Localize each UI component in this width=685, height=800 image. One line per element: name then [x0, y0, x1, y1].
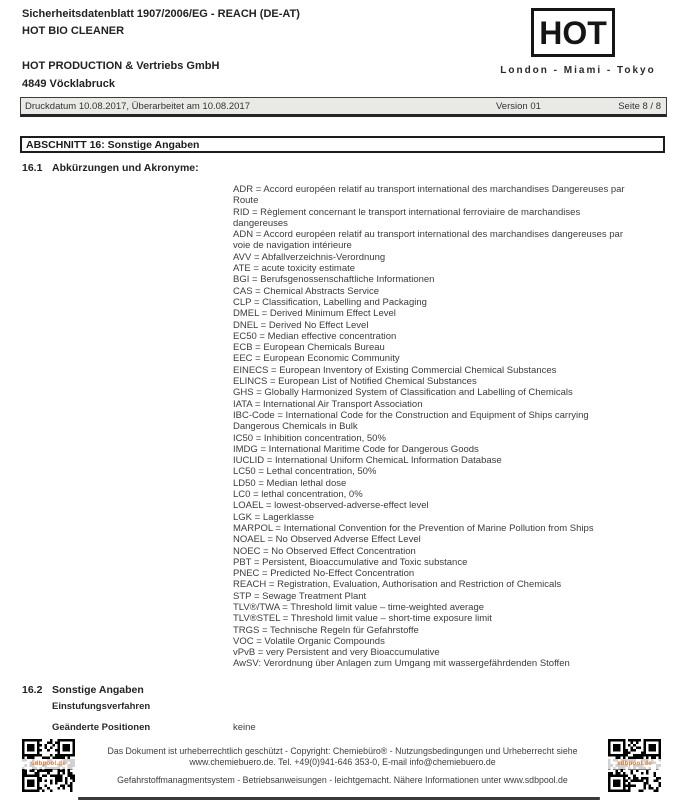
subsection-16-2-number: 16.2 — [22, 684, 43, 696]
abbr-line: IMDG = International Maritime Code for Dangerous Goods — [233, 443, 479, 455]
abbr-line: dangereuses — [233, 217, 288, 229]
abbr-line: STP = Sewage Treatment Plant — [233, 590, 367, 602]
changed-positions-label: Geänderte Positionen — [52, 722, 151, 733]
abbr-line: AVV = Abfallverzeichnis-Verordnung — [233, 251, 386, 263]
qr-code-left — [22, 739, 75, 792]
abbr-line: PBT = Persistent, Bioaccumulative and Toxic substance — [233, 556, 468, 568]
abbr-line: vPvB = very Persistent and very Bioaccumulative — [233, 647, 440, 659]
abbr-line: TRGS = Technische Regeln für Gefahrstoffe — [233, 624, 419, 636]
abbr-line: PNEC = Predicted No-Effect Concentration — [233, 568, 415, 580]
abbr-line: EEC = European Economic Community — [233, 353, 400, 365]
abbr-line: ADR = Accord européen relatif au transport international des marchandises Dangereuses par — [233, 184, 625, 195]
abbr-line: TLV®STEL = Threshold limit value – short-time exposure limit — [233, 613, 492, 625]
qr-code-right-label: sdbpool.de — [608, 759, 661, 769]
company-name: HOT PRODUCTION & Vertriebs GmbH — [22, 60, 220, 72]
abbr-line: VOC = Volatile Organic Compounds — [233, 635, 385, 647]
hot-logo — [531, 8, 615, 57]
logo-subtitle: London - Miami - Tokyo — [500, 65, 656, 76]
print-date: Druckdatum 10.08.2017, Überarbeitet am 10.08.2017 — [25, 100, 250, 112]
abbr-line: DMEL = Derived Minimum Effect Level — [233, 308, 396, 320]
abbr-line: MARPOL = International Convention for the Prevention of Marine Pollution from Ships — [233, 522, 594, 534]
abbr-line: CLP = Classification, Labelling and Packaging — [233, 296, 427, 308]
subsection-16-2-title: Sonstige Angaben — [52, 684, 144, 696]
version-label: Version 01 — [496, 100, 541, 112]
abbr-line: CAS = Chemical Abstracts Service — [233, 285, 379, 297]
footer-contact-line: www.chemiebuero.de. Tel. +49(0)941-646 353-0, E-mail info@chemiebuero.de — [189, 757, 496, 767]
abbr-line: ATE = acute toxicity estimate — [233, 263, 356, 275]
abbr-line: LOAEL = lowest-observed-adverse-effect level — [233, 500, 429, 512]
abbreviation-list — [233, 184, 678, 670]
product-name: HOT BIO CLEANER — [22, 25, 125, 37]
abbr-line: NOEC = No Observed Effect Concentration — [233, 545, 416, 557]
abbr-line: IUCLID = International Uniform ChemicaL Information Database — [233, 455, 502, 467]
abbr-line: EINECS = European Inventory of Existing Commercial Chemical Substances — [233, 364, 557, 376]
abbr-line: GHS = Globally Harmonized System of Classification and Labelling of Chemicals — [233, 387, 573, 399]
abbr-line: ECB = European Chemicals Bureau — [233, 342, 385, 354]
abbr-line: LC0 = lethal concentration, 0% — [233, 489, 363, 501]
footer-sdbpool-line: Gefahrstoffmanagmentsystem - Betriebsanweisungen - leichtgemacht. Nähere Informationen unter www.sdbpool.de — [117, 775, 568, 785]
hot-logo-text: HOT — [539, 14, 607, 51]
abbr-line: Dangerous Chemicals in Bulk — [233, 421, 358, 433]
classification-procedure-label: Einstufungsverfahren — [52, 701, 151, 712]
qr-code-right — [608, 739, 661, 792]
abbr-line: BGI = Berufsgenossenschaftliche Informationen — [233, 274, 435, 286]
abbr-line: IBC-Code = International Code for the Construction and Equipment of Ships carrying — [233, 409, 589, 421]
abbr-line: LD50 = Median lethal dose — [233, 477, 347, 489]
abbr-line: TLV®/TWA = Threshold limit value – time-weighted average — [233, 601, 485, 613]
abbr-line: LGK = Lagerklasse — [233, 511, 315, 523]
section-16-header — [20, 136, 665, 153]
section-16-title: ABSCHNITT 16: Sonstige Angaben — [26, 138, 200, 151]
abbr-line: ELINCS = European List of Notified Chemical Substances — [233, 376, 477, 388]
changed-positions-value: keine — [233, 722, 256, 733]
abbr-line: REACH = Registration, Evaluation, Authorisation and Restriction of Chemicals — [233, 579, 562, 591]
meta-bar — [20, 97, 667, 117]
subsection-16-1-title: Abkürzungen und Akronyme: — [52, 162, 199, 174]
abbr-line: LC50 = Lethal concentration, 50% — [233, 466, 377, 478]
abbr-line: NOAEL = No Observed Adverse Effect Level — [233, 534, 421, 546]
abbr-line: IATA = International Air Transport Association — [233, 398, 423, 410]
document-title: Sicherheitsdatenblatt 1907/2006/EG - REACH (DE-AT) — [22, 8, 300, 20]
abbr-line: voie de navigation intérieure — [233, 240, 352, 252]
qr-code-left-label: sdbpool.de — [22, 759, 75, 769]
company-city: 4849 Vöcklabruck — [22, 78, 115, 90]
abbr-line: RID = Règlement concernant le transport international ferroviaire de marchandises — [233, 206, 581, 218]
page-number: Seite 8 / 8 — [618, 100, 661, 112]
abbr-line: AwSV: Verordnung über Anlagen zum Umgang mit wassergefährdenden Stoffen — [233, 658, 570, 670]
subsection-16-1-number: 16.1 — [22, 162, 43, 174]
abbr-line: EC50 = Median effective concentration — [233, 330, 397, 342]
abbr-line: ADN = Accord européen relatif au transport international des marchandises dangereuses par — [233, 229, 623, 241]
abbr-line: DNEL = Derived No Effect Level — [233, 319, 369, 331]
footer-copyright-line: Das Dokument ist urheberrechtlich geschützt - Copyright: Chemiebüro® - Nutzungsbedingungen und Urheberrecht siehe — [107, 746, 578, 756]
abbr-line: IC50 = Inhibition concentration, 50% — [233, 432, 386, 444]
abbr-line: Route — [233, 195, 259, 207]
